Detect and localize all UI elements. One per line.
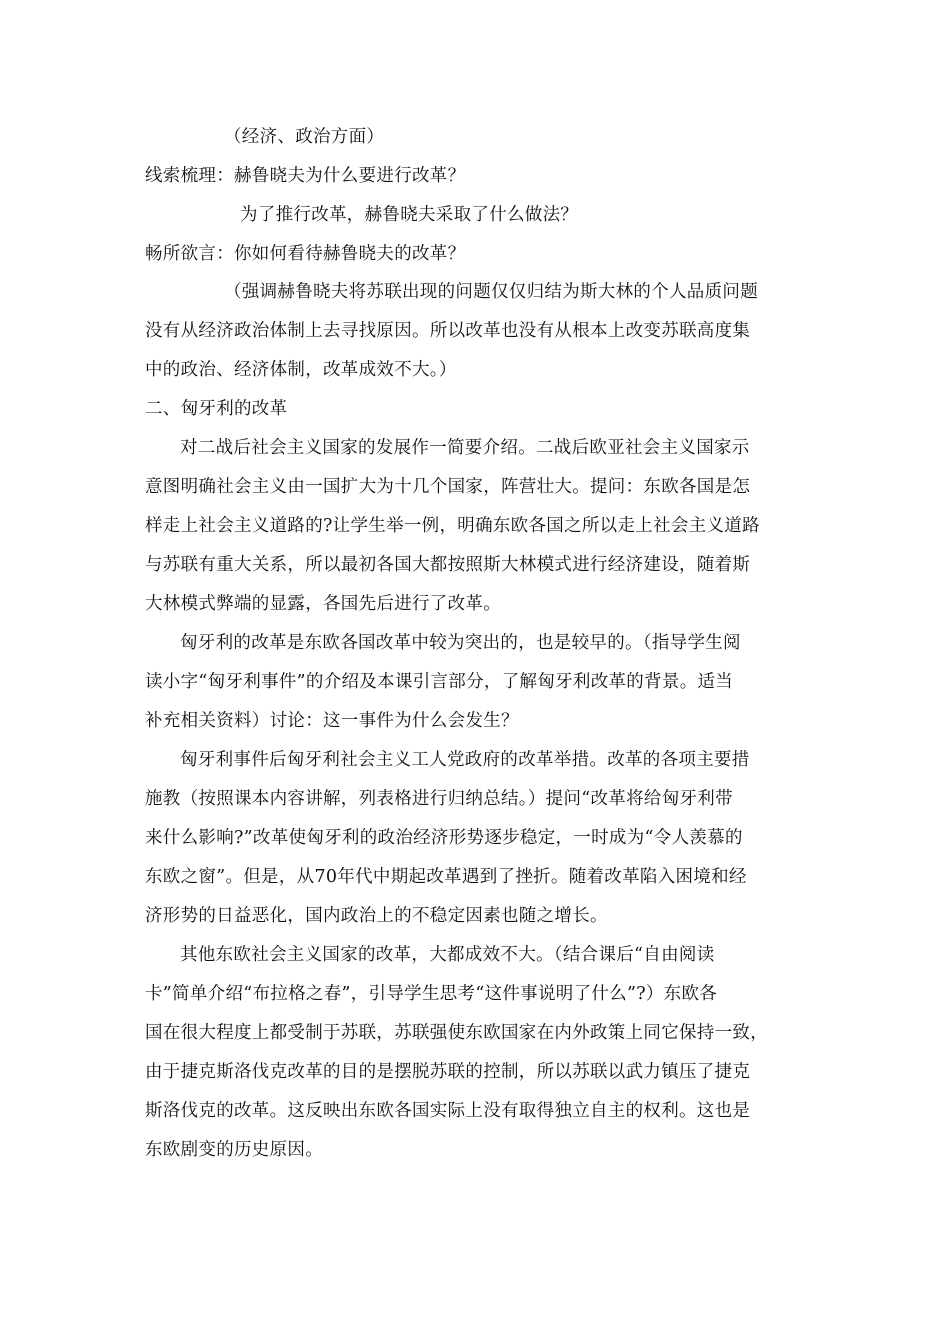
text-line: 意图明确社会主义由一国扩大为十几个国家，阵营壮大。提问：东欧各国是怎	[145, 477, 751, 497]
text-line: 卡”简单介绍“布拉格之春”，引导学生思考“这件事说明了什么”?）东欧各	[145, 984, 718, 1004]
text-line: 由于捷克斯洛伐克改革的目的是摆脱苏联的控制，所以苏联以武力镇压了捷克	[145, 1062, 751, 1082]
text-line: 国在很大程度上都受制于苏联，苏联强使东欧国家在内外政策上同它保持一致，	[145, 1023, 768, 1043]
text-line: 没有从经济政治体制上去寻找原因。所以改革也没有从根本上改变苏联高度集	[145, 321, 751, 341]
text-line: 来什么影响?”改革使匈牙利的政治经济形势逐步稳定，一时成为“令人羡慕的	[145, 828, 743, 848]
text-line: 济形势的日益恶化，国内政治上的不稳定因素也随之增长。	[145, 906, 608, 926]
text-line: 样走上社会主义道路的?让学生举一例，明确东欧各国之所以走上社会主义道路	[145, 516, 760, 536]
text-line: 东欧剧变的历史原因。	[145, 1140, 323, 1160]
text-line: （经济、政治方面）	[224, 127, 385, 147]
text-line: 大林模式弊端的显露，各国先后进行了改革。	[145, 594, 501, 614]
text-line: 读小字“匈牙利事件”的介绍及本课引言部分，了解匈牙利改革的背景。适当	[145, 672, 734, 692]
text-line: 补充相关资料）讨论：这一事件为什么会发生？	[145, 711, 519, 731]
section-heading: 二、匈牙利的改革	[145, 399, 288, 419]
text-line: 为了推行改革，赫鲁晓夫采取了什么做法？	[240, 205, 579, 225]
text-line: 对二战后社会主义国家的发展作一简要介绍。二战后欧亚社会主义国家示	[180, 438, 750, 458]
text-line: （强调赫鲁晓夫将苏联出现的问题仅仅归结为斯大林的个人品质问题	[224, 282, 758, 302]
text-line: 其他东欧社会主义国家的改革，大都成效不大。（结合课后“自由阅读	[180, 945, 715, 965]
text-line: 斯洛伐克的改革。这反映出东欧各国实际上没有取得独立自主的权利。这也是	[145, 1101, 751, 1121]
text-line: 线索梳理：赫鲁晓夫为什么要进行改革？	[145, 166, 466, 186]
text-line: 与苏联有重大关系，所以最初各国大都按照斯大林模式进行经济建设，随着斯	[145, 555, 751, 575]
text-line: 匈牙利事件后匈牙利社会主义工人党政府的改革举措。改革的各项主要措	[180, 750, 750, 770]
text-line: 东欧之窗”。但是，从70年代中期起改革遇到了挫折。随着改革陷入困境和经	[145, 867, 747, 887]
text-line: 匈牙利的改革是东欧各国改革中较为突出的，也是较早的。（指导学生阅	[180, 633, 741, 653]
text-line: 施教（按照课本内容讲解，列表格进行归纳总结。）提问“改革将给匈牙利带	[145, 789, 733, 809]
text-line: 畅所欲言：你如何看待赫鲁晓夫的改革？	[145, 244, 466, 264]
text-line: 中的政治、经济体制，改革成效不大。）	[145, 360, 457, 380]
